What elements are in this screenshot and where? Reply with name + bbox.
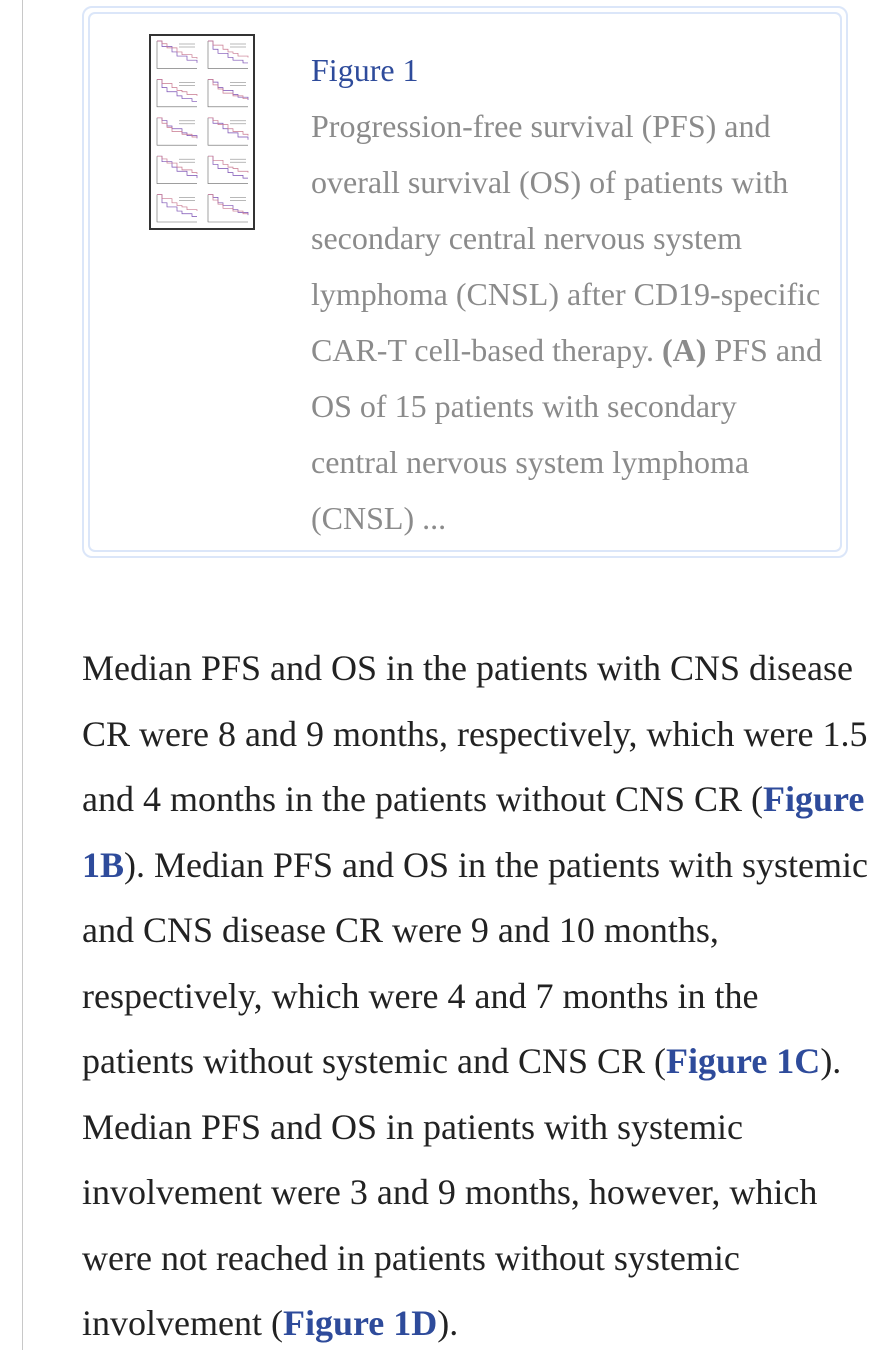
figure-caption	[311, 98, 831, 546]
paragraph-text-4: ).	[437, 1303, 459, 1343]
figure-title-link[interactable]: Figure 1	[311, 52, 419, 88]
caption-panel-label: (A)	[662, 332, 707, 368]
survival-curves-thumbnail-image	[151, 36, 253, 228]
body-paragraph	[82, 636, 872, 1357]
paragraph-text-2: ). Median PFS and OS in the patients with systemic and CNS disease CR were 9 and 10 months, respectively, which were 4 and 7 months in the patients without systemic and CNS CR (	[82, 844, 868, 1081]
figure-panel	[82, 6, 848, 558]
left-margin-rule	[22, 0, 23, 1350]
figure-1c-link[interactable]: Figure 1C	[665, 1041, 821, 1081]
figure-text-block	[311, 42, 831, 546]
figure-1d-link[interactable]: Figure 1D	[282, 1303, 438, 1343]
paragraph-text-1: Median PFS and OS in the patients with CNS disease CR were 8 and 9 months, respectively, which were 1.5 and 4 months in the patients without CNS CR (	[82, 648, 868, 819]
caption-text-1: Progression-free survival (PFS) and overall survival (OS) of patients with secondary central nervous system lymphoma (CNSL) after CD19-specific CAR-T cell-based therapy.	[311, 108, 821, 368]
figure-panel-inner	[88, 12, 842, 552]
figure-thumbnail[interactable]	[149, 34, 255, 230]
figure-1b-link[interactable]: Figure 1B	[82, 779, 865, 885]
paragraph-text-3: ). Median PFS and OS in patients with systemic involvement were 3 and 9 months, however, which were not reached in patients without systemic involvement (	[82, 1041, 842, 1343]
caption-text-2: PFS and OS of 15 patients with secondary central nervous system lymphoma (CNSL) ...	[311, 332, 823, 536]
